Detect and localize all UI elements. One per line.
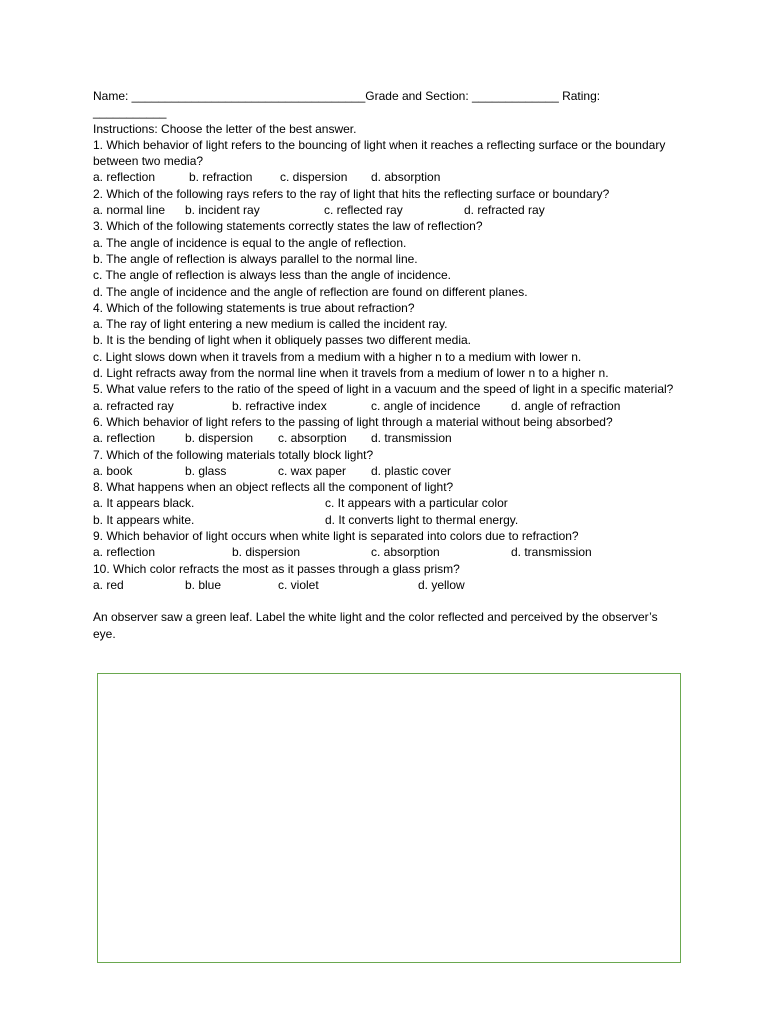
option: a. reflection <box>93 431 156 446</box>
option: d. Light refracts away from the normal line when it travels from a medium of lower n to a higher n. <box>93 366 609 381</box>
question-5: 5. What value refers to the ratio of the speed of light in a vacuum and the speed of light in a specific material? <box>93 382 674 397</box>
option: b. incident ray <box>185 203 260 218</box>
options-8a <box>93 495 678 511</box>
worksheet <box>93 88 678 642</box>
question-9: 9. Which behavior of light occurs when white light is separated into colors due to refraction? <box>93 529 579 544</box>
option: b. refractive index <box>232 398 327 413</box>
question-8: 8. What happens when an object reflects all the component of light? <box>93 480 454 495</box>
option: d. refracted ray <box>464 203 545 218</box>
question-3: 3. Which of the following statements correctly states the law of reflection? <box>93 219 483 234</box>
option: a. reflection <box>93 545 156 560</box>
option: b. refraction <box>189 170 253 185</box>
option: a. red <box>93 577 124 592</box>
option: d. The angle of incidence and the angle of reflection are found on different planes. <box>93 284 528 299</box>
options-8b <box>93 512 678 528</box>
option: a. It appears black. <box>93 496 195 511</box>
option: c. It appears with a particular color <box>325 496 508 511</box>
option: a. normal line <box>93 203 166 218</box>
option: c. dispersion <box>280 170 348 185</box>
options-7 <box>93 463 678 479</box>
option: b. blue <box>185 577 222 592</box>
name-grade-rating-line: Name: ___________________________________Grade and Section: _____________ Rating: <box>93 89 601 103</box>
option: d. yellow <box>418 577 465 592</box>
option: c. angle of incidence <box>371 398 481 413</box>
option: a. reflection <box>93 170 156 185</box>
option: d. transmission <box>371 431 452 446</box>
option: d. angle of refraction <box>511 398 621 413</box>
options-10 <box>93 577 678 593</box>
option: a. The angle of incidence is equal to the angle of reflection. <box>93 235 407 250</box>
question-2: 2. Which of the following rays refers to the ray of light that hits the reflecting surface or boundary? <box>93 186 610 201</box>
question-1: 1. Which behavior of light refers to the bouncing of light when it reaches a reflecting surface or the boundary between two media? <box>93 137 666 169</box>
diagram-task: An observer saw a green leaf. Label the white light and the color reflected and perceived by the observer’s eye. <box>93 610 658 641</box>
options-1 <box>93 169 678 185</box>
option: c. violet <box>278 577 319 592</box>
option: c. absorption <box>371 545 440 560</box>
option: d. It converts light to thermal energy. <box>325 512 519 527</box>
question-4: 4. Which of the following statements is true about refraction? <box>93 300 415 315</box>
option: c. absorption <box>278 431 347 446</box>
option: a. book <box>93 463 133 478</box>
options-2 <box>93 202 678 218</box>
option: b. dispersion <box>185 431 254 446</box>
option: d. absorption <box>371 170 441 185</box>
option: d. plastic cover <box>371 463 452 478</box>
option: c. Light slows down when it travels from a medium with a higher n to a medium with lower n. <box>93 349 582 364</box>
option: b. The angle of reflection is always parallel to the normal line. <box>93 251 418 266</box>
option: a. The ray of light entering a new medium is called the incident ray. <box>93 317 448 332</box>
instructions: Instructions: Choose the letter of the best answer. <box>93 121 357 136</box>
option: c. The angle of reflection is always less than the angle of incidence. <box>93 268 451 283</box>
answer-box[interactable] <box>97 673 681 963</box>
options-9 <box>93 544 678 560</box>
spacer <box>93 593 678 609</box>
rating-blank: ___________ <box>93 105 167 120</box>
option: b. dispersion <box>232 545 301 560</box>
option: b. glass <box>185 463 227 478</box>
option: c. wax paper <box>278 463 347 478</box>
option: c. reflected ray <box>324 203 403 218</box>
question-6: 6. Which behavior of light refers to the passing of light through a material without being absorbed? <box>93 414 613 429</box>
option: a. refracted ray <box>93 398 174 413</box>
options-6 <box>93 430 678 446</box>
option: b. It is the bending of light when it obliquely passes two different media. <box>93 333 472 348</box>
options-5 <box>93 398 678 414</box>
option: d. transmission <box>511 545 592 560</box>
option: b. It appears white. <box>93 512 195 527</box>
question-7: 7. Which of the following materials totally block light? <box>93 447 374 462</box>
question-10: 10. Which color refracts the most as it passes through a glass prism? <box>93 561 460 576</box>
